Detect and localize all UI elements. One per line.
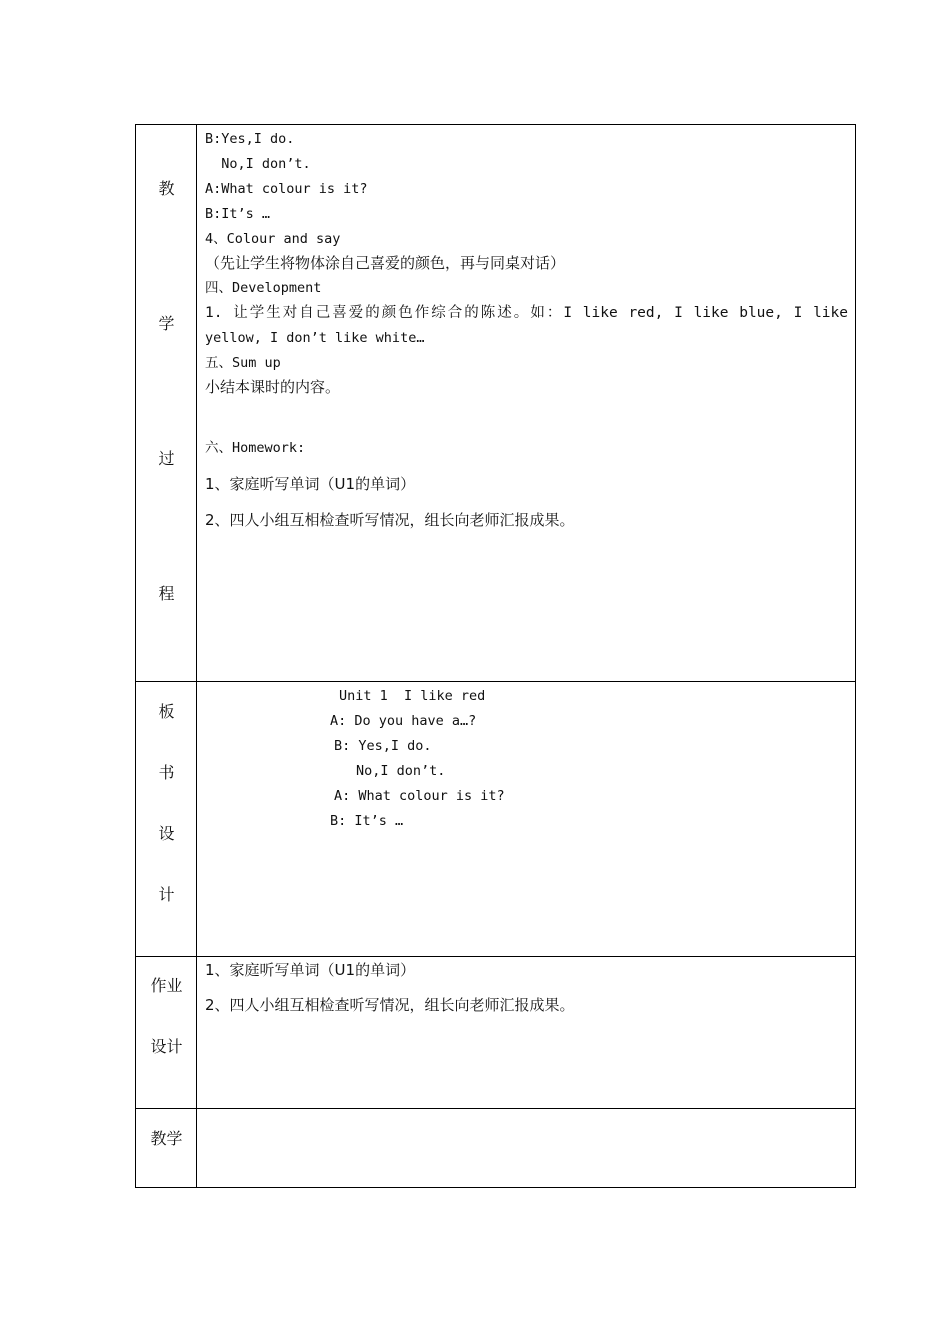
process-line: （先让学生将物体涂自己喜爱的颜色，再与同桌对话）	[205, 254, 566, 272]
homework-design-label: 设计	[150, 1037, 183, 1056]
board-design-label-char: 设	[158, 824, 175, 843]
process-line: A:What colour is it?	[205, 181, 368, 197]
process-line: No,I don’t.	[205, 156, 311, 172]
process-line: 小结本课时的内容。	[205, 378, 341, 396]
teaching-reflection-label: 教学	[150, 1129, 183, 1148]
board-line: Unit 1 I like red	[339, 688, 486, 704]
homework-line: 1、家庭听写单词（U1的单词）	[205, 961, 416, 979]
board-design-label-cell	[136, 682, 197, 957]
teaching-reflection-row	[136, 1109, 856, 1188]
process-line: 1、家庭听写单词（U1的单词）	[205, 475, 416, 493]
homework-design-row	[136, 957, 856, 1109]
board-line: A: Do you have a…?	[330, 713, 477, 729]
process-line: 五、Sum up	[205, 355, 281, 371]
teaching-process-content-cell	[197, 125, 856, 682]
teaching-process-label-char: 教	[158, 179, 175, 198]
board-line: No,I don’t.	[356, 763, 446, 779]
board-line: B: Yes,I do.	[334, 738, 432, 754]
lesson-plan-table	[135, 124, 856, 1188]
homework-design-content-cell	[197, 957, 856, 1109]
process-line: 4、Colour and say	[205, 231, 341, 247]
board-design-label-char: 书	[158, 763, 175, 782]
teaching-process-label-char: 程	[158, 584, 175, 603]
board-design-label-char: 计	[158, 885, 175, 904]
homework-design-label: 作业	[150, 976, 183, 995]
teaching-process-label-char: 学	[158, 314, 175, 333]
teaching-process-label-char: 过	[158, 449, 175, 468]
board-design-row	[136, 682, 856, 957]
teaching-process-label-cell	[136, 125, 197, 682]
teaching-process-row	[136, 125, 856, 682]
board-line: A: What colour is it?	[334, 788, 505, 804]
teaching-reflection-content-cell	[197, 1109, 856, 1188]
process-line: 1. 让学生对自己喜爱的颜色作综合的陈述。如：I like red, I like blue, I like	[205, 305, 848, 321]
process-line: B:It’s …	[205, 206, 271, 222]
board-design-content-cell	[197, 682, 856, 957]
process-line: 2、四人小组互相检查听写情况，组长向老师汇报成果。	[205, 511, 575, 529]
process-line: yellow, I don’t like white…	[205, 330, 425, 346]
process-line: B:Yes,I do.	[205, 131, 295, 147]
board-line: B: It’s …	[330, 813, 404, 829]
teaching-reflection-label-cell	[136, 1109, 197, 1188]
homework-design-label-cell	[136, 957, 197, 1109]
process-line: 四、Development	[205, 280, 322, 296]
homework-line: 2、四人小组互相检查听写情况，组长向老师汇报成果。	[205, 996, 575, 1014]
process-line: 六、Homework:	[205, 440, 306, 456]
board-design-label-char: 板	[158, 702, 175, 721]
